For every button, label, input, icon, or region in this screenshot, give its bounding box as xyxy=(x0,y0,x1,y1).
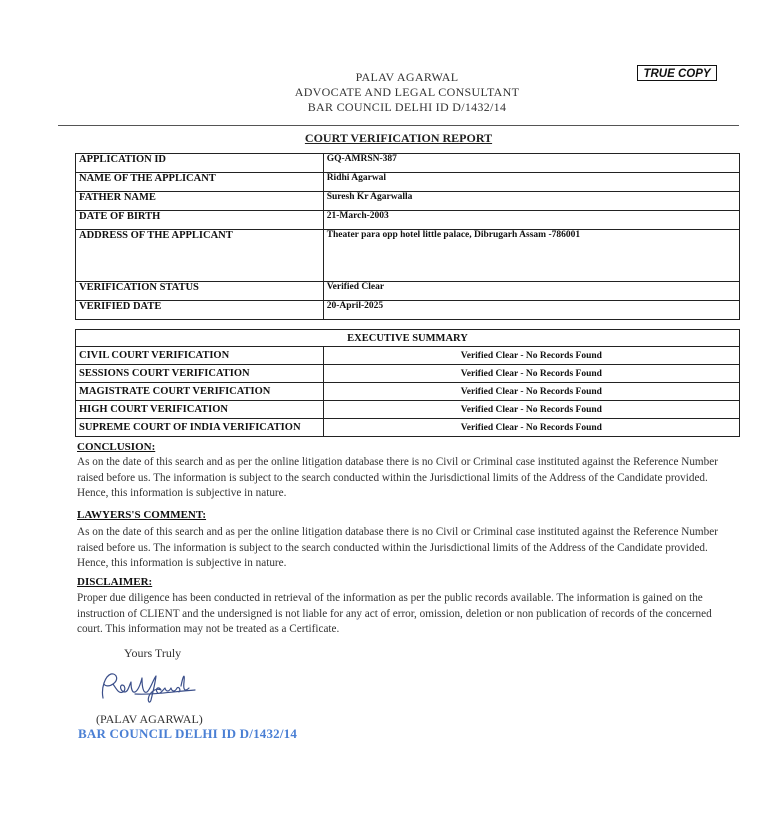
closing-line: Yours Truly xyxy=(124,646,182,660)
detail-label: APPLICATION ID xyxy=(76,154,324,173)
header-divider xyxy=(58,125,739,126)
summary-value: Verified Clear - No Records Found xyxy=(323,401,739,419)
detail-label: VERIFIED DATE xyxy=(76,301,324,320)
signatory-name: (PALAV AGARWAL) xyxy=(96,712,203,726)
table-row xyxy=(76,401,740,419)
summary-label: SUPREME COURT OF INDIA VERIFICATION xyxy=(76,419,324,437)
lawyers-comment-heading: LAWYERS'S COMMENT: xyxy=(77,509,207,521)
conclusion-heading: CONCLUSION: xyxy=(77,441,156,453)
conclusion-text: As on the date of this search and as per the online litigation database there is no Civil or Criminal case instituted against the Reference Number raised before us. The information is subject to the search conducted within the Jurisdictional limits of the Address of the Candidate provided. Hence, this information is subjective in nature. xyxy=(77,456,718,499)
applicant-details-table xyxy=(75,153,740,320)
detail-label: DATE OF BIRTH xyxy=(76,211,324,230)
table-row xyxy=(76,154,740,173)
summary-label: MAGISTRATE COURT VERIFICATION xyxy=(76,383,324,401)
summary-value: Verified Clear - No Records Found xyxy=(323,383,739,401)
signatory-bar-id: BAR COUNCIL DELHI ID D/1432/14 xyxy=(78,726,298,741)
disclaimer-heading: DISCLAIMER: xyxy=(77,576,153,588)
advocate-designation: ADVOCATE AND LEGAL CONSULTANT xyxy=(294,85,520,99)
table-row xyxy=(76,383,740,401)
table-header-row xyxy=(76,330,740,347)
summary-value: Verified Clear - No Records Found xyxy=(323,419,739,437)
disclaimer-text: Proper due diligence has been conducted in retrieval of the information as per the public records available. The information is gained on the instruction of CLIENT and the undersigned is not liable for any act of error, omission, deletion or non publication of records of the concerned court. This information may not be treated as a Certificate. xyxy=(77,592,712,635)
detail-value: Ridhi Agarwal xyxy=(323,173,739,192)
detail-value: GQ-AMRSN-387 xyxy=(323,154,739,173)
detail-label: NAME OF THE APPLICANT xyxy=(76,173,324,192)
table-row xyxy=(76,365,740,383)
table-row xyxy=(76,192,740,211)
table-row xyxy=(76,173,740,192)
executive-summary-table xyxy=(75,329,740,437)
table-row xyxy=(76,230,740,282)
true-copy-stamp: TRUE COPY xyxy=(637,65,717,81)
summary-label: CIVIL COURT VERIFICATION xyxy=(76,347,324,365)
table-row xyxy=(76,301,740,320)
summary-value: Verified Clear - No Records Found xyxy=(323,365,739,383)
report-title: COURT VERIFICATION REPORT xyxy=(304,131,493,145)
summary-label: SESSIONS COURT VERIFICATION xyxy=(76,365,324,383)
summary-value: Verified Clear - No Records Found xyxy=(323,347,739,365)
detail-value: Verified Clear xyxy=(323,282,739,301)
advocate-name: PALAV AGARWAL xyxy=(355,70,459,84)
handwritten-signature xyxy=(95,668,205,708)
lawyers-comment-text: As on the date of this search and as per the online litigation database there is no Civil or Criminal case instituted against the Reference Number raised before us. The information is subject to the search conducted within the Jurisdictional limits of the Address of the Candidate provided. Hence, this information is subjective in nature. xyxy=(77,526,718,569)
summary-heading: EXECUTIVE SUMMARY xyxy=(76,330,740,347)
summary-label: HIGH COURT VERIFICATION xyxy=(76,401,324,419)
detail-label: FATHER NAME xyxy=(76,192,324,211)
detail-label: VERIFICATION STATUS xyxy=(76,282,324,301)
detail-value: Theater para opp hotel little palace, Dibrugarh Assam -786001 xyxy=(323,230,739,282)
advocate-bar-id: BAR COUNCIL DELHI ID D/1432/14 xyxy=(307,100,507,114)
table-row xyxy=(76,419,740,437)
table-row xyxy=(76,347,740,365)
table-row xyxy=(76,211,740,230)
table-row xyxy=(76,282,740,301)
detail-value: Suresh Kr Agarwalla xyxy=(323,192,739,211)
detail-label: ADDRESS OF THE APPLICANT xyxy=(76,230,324,282)
detail-value: 21-March-2003 xyxy=(323,211,739,230)
detail-value: 20-April-2025 xyxy=(323,301,739,320)
